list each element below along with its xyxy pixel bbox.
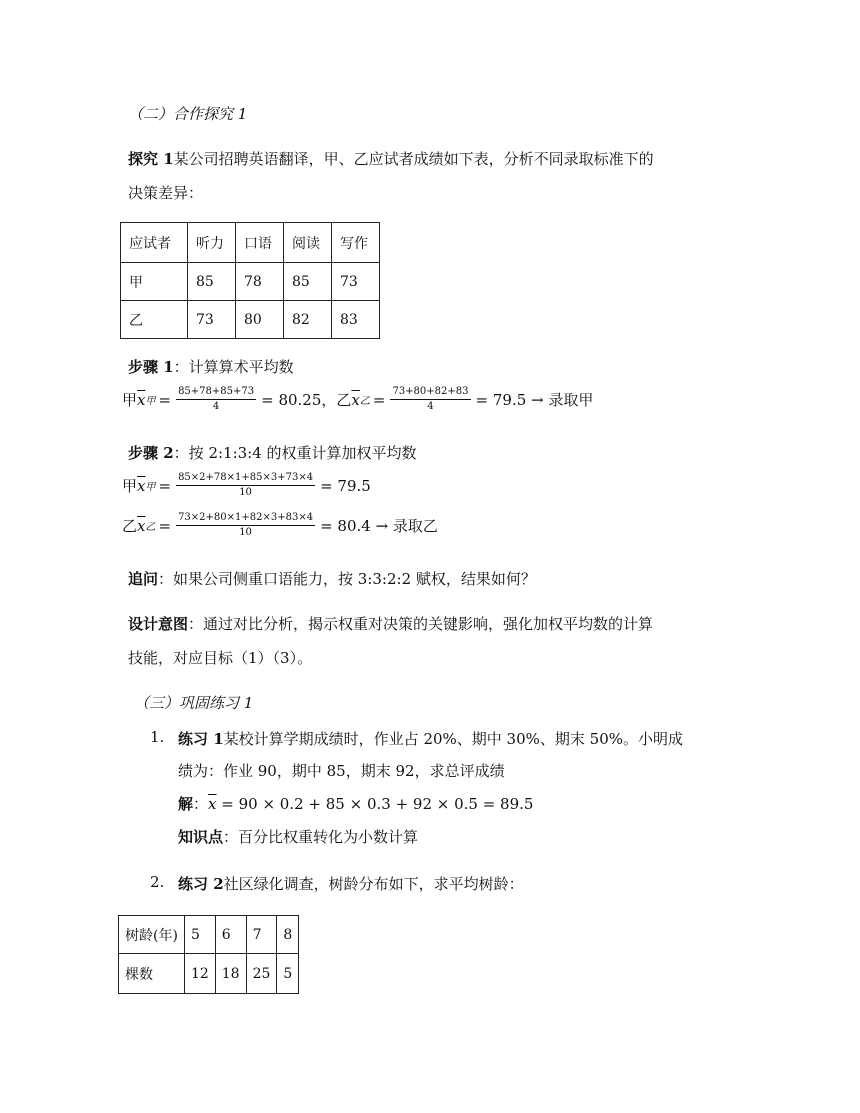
section-heading-consolidation: （三）巩固练习 1 <box>134 694 254 712</box>
design-intent-text-line1: ：通过对比分析，揭示权重对决策的关键影响，强化加权平均数的计算 <box>188 615 654 633</box>
fraction <box>176 512 315 539</box>
step1-text: ：计算算术平均数 <box>173 358 294 376</box>
table-header-cell: 写作 <box>332 223 380 263</box>
section-heading-cooperative-inquiry: （二）合作探究 1 <box>128 105 248 123</box>
table-cell: 80 <box>236 301 284 339</box>
table-cell: 85 <box>188 263 236 301</box>
table-cell: 73 <box>332 263 380 301</box>
candidate-b-label: 乙 <box>336 391 352 409</box>
fraction-numerator: 85×2+78×1+85×3+73×4 <box>176 472 315 486</box>
table-header-cell: 听力 <box>188 223 236 263</box>
table-cell: 甲 <box>121 263 188 301</box>
table-cell: 树龄(年) <box>119 916 185 954</box>
step1-heading <box>128 356 294 377</box>
fraction-denominator: 10 <box>239 487 252 498</box>
mean-subscript: 甲 <box>145 482 156 493</box>
inquiry-text-line2: 决策差异： <box>128 184 204 202</box>
design-intent-text-line2: 技能，对应目标（1）（3）。 <box>128 649 313 667</box>
exercise2-text: 社区绿化调查，树龄分布如下，求平均树龄： <box>223 875 524 893</box>
score-table <box>120 222 380 339</box>
table-cell: 8 <box>277 916 299 954</box>
equals-sign: = <box>158 476 172 495</box>
table-cell: 5 <box>277 954 299 994</box>
step2-formula-a <box>122 472 371 499</box>
table-cell: 7 <box>246 916 277 954</box>
inquiry-label: 探究 1 <box>128 150 174 168</box>
exercise1-knowledge-point <box>178 826 418 847</box>
table-header-cell: 阅读 <box>284 223 332 263</box>
table-cell: 83 <box>332 301 380 339</box>
candidate-a-label: 甲 <box>122 391 138 409</box>
step2-formula-b <box>122 512 438 539</box>
followup-paragraph <box>128 568 536 589</box>
fraction <box>176 386 256 413</box>
fraction-denominator: 4 <box>427 401 434 412</box>
mean-subscript: 乙 <box>145 522 156 533</box>
candidate-b-label: 乙 <box>122 517 138 535</box>
table-cell: 12 <box>184 954 215 994</box>
mean-symbol: $\overline{x}$ <box>208 795 217 813</box>
exercise2-number: 2. <box>150 873 165 891</box>
step2-heading <box>128 442 417 463</box>
knowledge-label: 知识点 <box>178 828 224 846</box>
table-cell: 18 <box>215 954 246 994</box>
exercise1-solution <box>178 793 533 814</box>
followup-text: ：如果公司侧重口语能力，按 3:3:2:2 赋权，结果如何？ <box>158 570 536 588</box>
candidate-a-label: 甲 <box>122 477 138 495</box>
table-row <box>119 916 299 954</box>
table-row <box>121 301 380 339</box>
table-cell: 25 <box>246 954 277 994</box>
fraction <box>390 386 470 413</box>
exercise2-paragraph <box>178 873 524 894</box>
step1-formula <box>122 386 593 413</box>
mean-symbol: $\overline{x}$ <box>137 390 146 409</box>
equals-sign: = <box>158 390 172 409</box>
inquiry-text-line1: 某公司招聘英语翻译，甲、乙应试者成绩如下表，分析不同录取标准下的 <box>173 150 654 168</box>
table-header-cell: 应试者 <box>121 223 188 263</box>
exercise1-number: 1. <box>150 728 165 746</box>
table-row <box>119 954 299 994</box>
formula-result: = 79.5 → 录取甲 <box>475 391 594 409</box>
fraction <box>176 472 315 499</box>
step1-label: 步骤 1 <box>128 358 174 376</box>
equals-sign: = <box>158 516 172 535</box>
formula-result: = 80.25， <box>261 391 337 409</box>
design-intent-paragraph <box>128 613 653 634</box>
exercise1-label: 练习 1 <box>178 730 224 748</box>
table-cell: 5 <box>184 916 215 954</box>
table-cell: 73 <box>188 301 236 339</box>
fraction-numerator: 73+80+82+83 <box>390 386 470 400</box>
fraction-numerator: 73×2+80×1+82×3+83×4 <box>176 512 315 526</box>
formula-result: = 79.5 <box>320 476 371 495</box>
mean-subscript: 甲 <box>145 396 156 407</box>
table-cell: 乙 <box>121 301 188 339</box>
mean-subscript: 乙 <box>359 396 370 407</box>
tree-age-table <box>118 915 299 994</box>
exercise1-text-line1: 某校计算学期成绩时，作业占 20%、期中 30%、期末 50%。小明成 <box>223 730 683 748</box>
formula-result: = 80.4 → 录取乙 <box>320 517 438 535</box>
table-header-cell: 口语 <box>236 223 284 263</box>
fraction-denominator: 10 <box>239 527 252 538</box>
solution-label: 解 <box>178 795 194 813</box>
design-intent-label: 设计意图 <box>128 615 189 633</box>
solution-text: ：$\overline{x} = 90 \times 0.2 + 85 \times 0.3 + 92 \times 0.5 = 89.5$ <box>193 795 534 813</box>
table-row <box>121 263 380 301</box>
inquiry-paragraph <box>128 148 654 169</box>
exercise2-label: 练习 2 <box>178 875 224 893</box>
fraction-numerator: 85+78+85+73 <box>176 386 256 400</box>
table-cell: 78 <box>236 263 284 301</box>
table-header-row <box>121 223 380 263</box>
exercise1-text-line2: 绩为：作业 90，期中 85，期末 92，求总评成绩 <box>178 762 505 780</box>
fraction-denominator: 4 <box>212 401 220 412</box>
table-cell: 82 <box>284 301 332 339</box>
equals-sign: = <box>372 390 386 409</box>
table-cell: 6 <box>215 916 246 954</box>
mean-symbol: $\overline{x}$ <box>137 476 146 495</box>
step2-label: 步骤 2 <box>128 444 174 462</box>
followup-label: 追问 <box>128 570 159 588</box>
knowledge-text: ：百分比权重转化为小数计算 <box>223 828 419 846</box>
exercise1-paragraph <box>178 728 683 749</box>
table-cell: 棵数 <box>119 954 185 994</box>
step2-text: ：按 2:1:3:4 的权重计算加权平均数 <box>173 444 417 462</box>
table-cell: 85 <box>284 263 332 301</box>
mean-symbol: $\overline{x}$ <box>137 516 146 535</box>
mean-symbol: $\overline{x}$ <box>351 390 360 409</box>
